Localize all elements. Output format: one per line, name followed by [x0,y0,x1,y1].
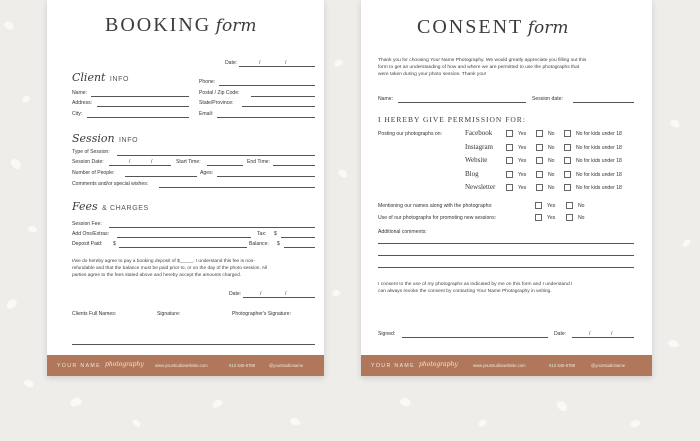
session-heading-caps: INFO [119,137,139,144]
session-info-heading [72,129,138,147]
consent-intro [378,57,586,78]
background-petal [28,225,38,232]
platform-kids-checkbox[interactable] [564,171,571,178]
booking-date-label: Date: [225,60,238,66]
fees-heading [72,197,149,215]
session-comments-field[interactable] [159,187,315,188]
statement-line: can always revoke the consent by contacting Your Name Photography in writing. [378,289,552,294]
background-petal [3,20,15,31]
booking-title [105,14,256,37]
background-petal [399,396,412,407]
currency-symbol: $ [277,241,280,247]
client-name-field[interactable] [91,96,189,97]
balance-field[interactable] [284,247,315,248]
consent-name-field[interactable] [398,102,526,103]
additional-comments-label: Additional comments: [378,229,427,235]
footer-brand: YOUR NAME [57,363,102,369]
background-petal [131,418,142,428]
mention-no-checkbox[interactable] [566,202,573,209]
session-heading-script: Session [72,132,115,145]
platform-label: Blog [465,169,479,178]
consent-title [417,16,568,39]
date-separator: / [611,331,613,337]
client-city-label: City: [72,111,83,117]
booking-footer [47,355,324,376]
client-email-field[interactable] [217,117,315,118]
date-separator: / [260,291,262,297]
addons-field[interactable] [117,237,251,238]
statement-line: I consent to the use of my photographs as indicated by me on this form and I understand I [378,282,573,287]
kids-label: No for kids under 18 [576,144,622,151]
agreement-text [72,258,267,279]
footer-handle[interactable]: @yourstudioname [591,363,626,368]
client-phone-label: Phone: [199,79,216,85]
client-phone-field[interactable] [219,85,315,86]
client-name-label: Name: [72,90,88,96]
session-end-label: End Time: [247,159,270,165]
sign-date-label: Date: [229,291,242,297]
comments-line[interactable] [378,267,634,268]
background-petal [629,419,641,429]
client-address-field[interactable] [97,106,189,107]
posting-label: Posting our photographs on: [378,131,443,137]
background-petal [332,289,341,296]
background-petal [21,95,31,103]
currency-symbol: $ [274,231,277,237]
consent-name-label: Name: [378,96,394,102]
yes-label: Yes [518,185,527,191]
client-heading-script: Client [72,71,106,84]
background-petal [9,157,23,171]
no-label: No [548,171,555,178]
intro-line: Thank you for choosing Your Name Photography. We would greatly appreciate you filling out this [378,58,587,63]
session-people-field[interactable] [125,176,197,177]
background-petal [555,399,569,413]
client-info-heading [72,68,129,86]
no-label: No [578,203,585,209]
background-petal [337,168,349,179]
footer-phone: 012-345-6789 [229,363,256,368]
yes-label: Yes [518,131,527,137]
booking-form-page [47,0,324,376]
booking-title-script: form [215,16,257,36]
consent-footer [361,355,652,376]
session-end-field[interactable] [273,165,315,166]
consent-session-date-label: Session date: [532,96,563,102]
client-heading-caps: INFO [109,76,130,83]
tax-field[interactable] [281,237,315,238]
background-petal [5,297,19,310]
agreement-line: parties agree to the fees stated above and hereby accept the amounts charged. [72,273,242,278]
platform-yes-checkbox[interactable] [506,184,513,191]
session-start-field[interactable] [207,165,243,166]
client-email-label: Email: [199,111,214,117]
kids-label: No for kids under 18 [576,158,622,164]
addons-label: Add Ons/Extras: [72,231,110,237]
client-address-label: Address: [72,100,93,106]
yes-label: Yes [547,215,556,221]
session-date-field[interactable] [109,165,171,166]
promo-no-checkbox[interactable] [566,214,573,221]
consent-form-page [361,0,652,376]
agreement-line: I/we do hereby agree to pay a booking deposit of $_____. I understand this fee is non- [72,259,255,264]
footer-brand-script: photography [419,361,458,368]
fees-heading-caps: & CHARGES [102,205,149,212]
session-ages-label: Ages: [200,170,214,176]
client-postal-label: Postal / Zip Code: [199,90,240,96]
platform-label: Newsletter [465,183,496,191]
date-separator: / [151,159,153,165]
footer-website[interactable]: www.yourstudiowebsite.com [155,363,208,368]
mention-label: Mentioning our names along with the photographs: [378,203,493,209]
consent-title-script: form [527,18,569,38]
currency-symbol: $ [113,241,116,247]
no-label: No [548,158,555,164]
booking-date-field[interactable] [239,66,315,67]
session-people-label: Number of People: [72,170,115,176]
platform-yes-checkbox[interactable] [506,157,513,164]
signed-label: Signed: [378,331,396,337]
background-petal [669,118,681,129]
client-city-field[interactable] [87,117,189,118]
no-label: No [548,185,555,191]
kids-label: No for kids under 18 [576,185,622,191]
consent-date-field[interactable] [572,337,634,338]
deposit-label: Deposit Paid: [72,241,103,247]
comments-line[interactable] [378,255,634,256]
agreement-line: refundable and that the balance must be paid prior to, or on the day of the photo session. All [72,266,268,271]
client-state-label: State/Province: [199,100,234,106]
yes-label: Yes [518,158,527,164]
session-fee-label: Session Fee: [72,221,102,227]
sign-date-field[interactable] [243,297,315,298]
signatures-field[interactable] [72,344,315,345]
background-petal [681,238,692,249]
promo-yes-checkbox[interactable] [535,214,542,221]
background-petal [477,418,488,428]
clients-names-label: Clients Full Names: [72,311,117,317]
intro-line: were taken during your photo session. Thank you! [378,72,487,77]
booking-title-caps: BOOKING [105,14,212,36]
signature-label: Signature: [157,311,181,317]
platform-kids-checkbox[interactable] [564,130,571,137]
footer-website[interactable]: www.yourstudiowebsite.com [473,363,526,368]
comments-line[interactable] [378,243,634,244]
footer-brand-script: photography [105,361,144,368]
session-start-label: Start Time: [176,159,201,165]
deposit-field[interactable] [119,247,247,248]
date-separator: / [259,60,261,66]
consent-statement [378,281,572,295]
session-ages-field[interactable] [217,176,315,177]
session-fee-field[interactable] [109,227,315,228]
platform-no-checkbox[interactable] [536,157,543,164]
platform-kids-checkbox[interactable] [564,184,571,191]
platform-yes-checkbox[interactable] [506,171,513,178]
platform-label: Website [465,156,488,164]
promo-label: Use of our photographs for promoting new sessions: [378,215,497,221]
footer-brand: YOUR NAME [371,363,416,369]
tax-label: Tax: [257,231,267,237]
background-petal [69,397,83,408]
signed-field[interactable] [402,337,548,338]
consent-date-label: Date: [554,331,567,337]
date-separator: / [285,291,287,297]
background-petal [667,339,679,348]
platform-yes-checkbox[interactable] [506,130,513,137]
no-label: No [548,131,555,137]
session-comments-label: Comments and/or special wishes: [72,181,149,187]
balance-label: Balance: [249,241,269,247]
yes-label: Yes [547,203,556,209]
no-label: No [548,144,555,151]
intro-line: form to get an understanding of how and where we are permitted to use the photographs that [378,65,580,70]
platform-no-checkbox[interactable] [536,144,543,151]
platform-kids-checkbox[interactable] [564,144,571,151]
platform-no-checkbox[interactable] [536,171,543,178]
background-petal [23,378,35,389]
consent-title-caps: CONSENT [417,16,524,38]
consent-session-date-field[interactable] [573,102,634,103]
platform-yes-checkbox[interactable] [506,144,513,151]
client-state-field[interactable] [242,106,315,107]
platform-no-checkbox[interactable] [536,184,543,191]
kids-label: No for kids under 18 [576,171,622,178]
permission-heading: I HEREBY GIVE PERMISSION FOR: [378,115,526,124]
session-type-field[interactable] [117,155,315,156]
footer-handle[interactable]: @yourstudioname [269,363,304,368]
session-date-label: Session Date: [72,159,104,165]
photographer-signature-label: Photographer's Signature: [232,311,292,317]
date-separator: / [589,331,591,337]
yes-label: Yes [518,144,527,151]
background-petal [333,58,344,67]
background-petal [211,398,224,410]
kids-label: No for kids under 18 [576,131,622,137]
background-petal [289,417,300,426]
platform-label: Instagram [465,142,493,151]
date-separator: / [129,159,131,165]
platform-label: Facebook [465,129,493,137]
client-postal-field[interactable] [251,96,315,97]
platform-kids-checkbox[interactable] [564,157,571,164]
footer-phone: 012-345-6789 [549,363,576,368]
fees-heading-script: Fees [72,200,98,213]
platform-no-checkbox[interactable] [536,130,543,137]
session-type-label: Type of Session: [72,149,110,155]
date-separator: / [285,60,287,66]
yes-label: Yes [518,171,527,178]
mention-yes-checkbox[interactable] [535,202,542,209]
no-label: No [578,215,585,221]
